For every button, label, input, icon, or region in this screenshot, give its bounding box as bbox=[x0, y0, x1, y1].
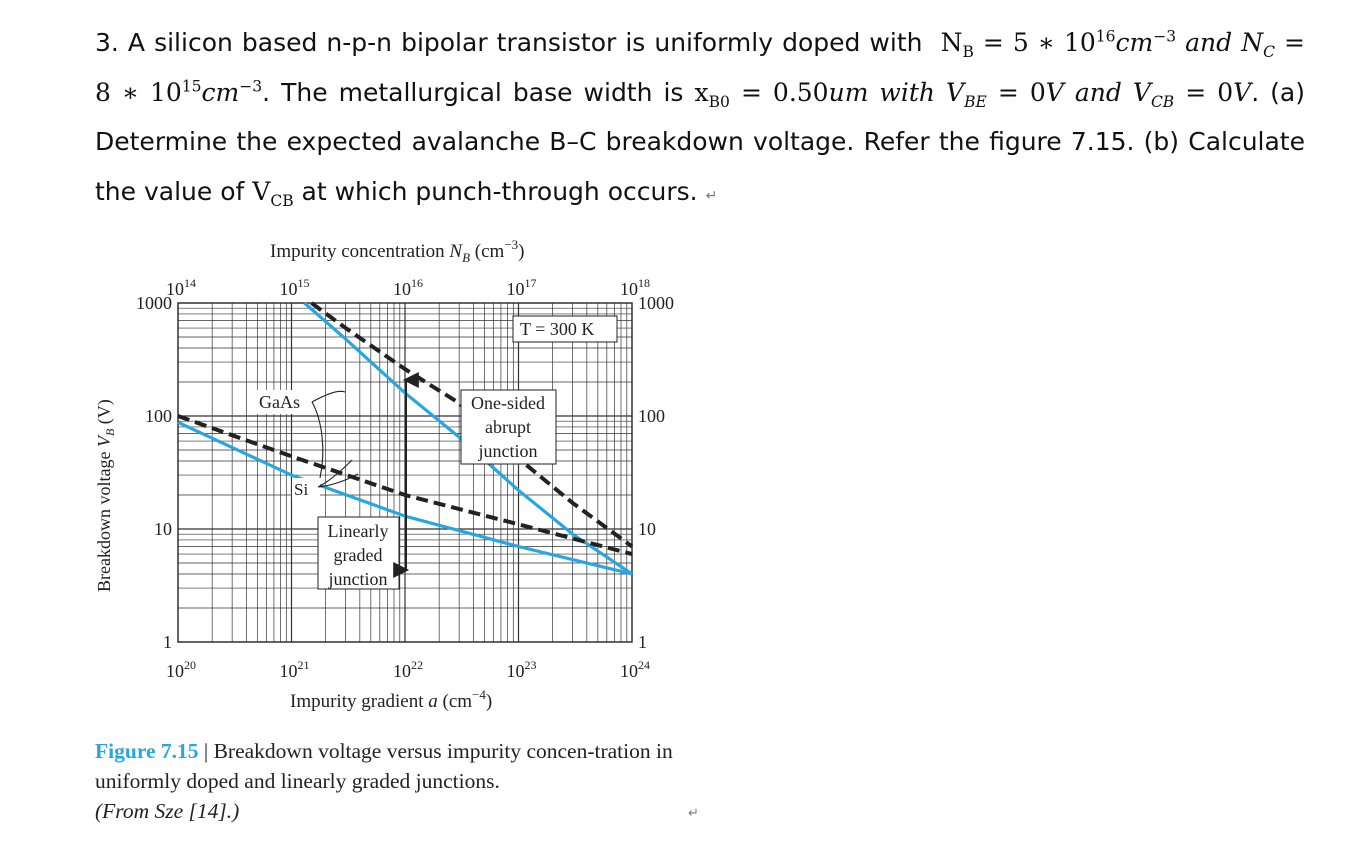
top-tick-label: $10^{16}$ bbox=[393, 276, 423, 299]
graded-label-line3: junction bbox=[328, 569, 388, 589]
bottom-tick-label: $10^{23}$ bbox=[506, 658, 537, 681]
paragraph-mark: ↵ bbox=[688, 806, 699, 821]
abrupt-label-line3: junction bbox=[478, 441, 538, 461]
top-tick-label: $10^{18}$ bbox=[620, 276, 650, 299]
bottom-tick-label: $10^{20}$ bbox=[166, 658, 196, 681]
y-tick-label-left: 100 bbox=[145, 406, 172, 426]
graded-label-line1: Linearly bbox=[327, 521, 389, 541]
paragraph-mark: ↵ bbox=[705, 187, 718, 204]
top-tick-label: $10^{14}$ bbox=[166, 276, 196, 299]
caption-source: (From Sze [14].) bbox=[95, 799, 240, 823]
temperature-label: T = 300 K bbox=[520, 319, 595, 339]
y-tick-label-left: 10 bbox=[154, 519, 172, 539]
y-tick-label-right: 100 bbox=[638, 406, 665, 426]
caption-text: Breakdown voltage versus impurity concen-tration in uniformly doped and linearly graded junctions. bbox=[95, 739, 673, 793]
figure-number: Figure 7.15 bbox=[95, 739, 199, 763]
y-tick-label-left: 1 bbox=[163, 632, 172, 652]
bottom-tick-label: $10^{22}$ bbox=[393, 658, 423, 681]
y-tick-label-right: 1000 bbox=[638, 293, 674, 313]
y-tick-label-right: 1 bbox=[638, 632, 647, 652]
top-tick-label: $10^{17}$ bbox=[506, 276, 537, 299]
figure-caption: Figure 7.15 | Breakdown voltage versus impurity concen-tration in uniformly doped and linearly graded junctions. (From Sze [14].) bbox=[95, 739, 673, 823]
top-axis-label: Impurity concentration $N_B$ $(cm^{-3})$ bbox=[270, 237, 525, 265]
problem-statement: 3. A silicon based n-p-n bipolar transistor is uniformly doped with $N_B = 5$ ∗ $10^{16}cm^{-3}$ and $N_C = 8$ ∗ $10^{15}cm^{-3}$. The metallurgical base width is $x_{B0} = 0.50um$ with $V_{BE} = 0V$ and $V_{CB} = 0V$. (a) Determine the expected avalanche B–C breakdown voltage. Refer the figure 7.15. (b) Calculate the value of $V_{CB}$ at which punch-through occurs. ↵ bbox=[95, 27, 1305, 210]
y-axis-label: Breakdown voltage $V_B$ (V) bbox=[94, 399, 117, 592]
abrupt-label-line2: abrupt bbox=[485, 417, 531, 437]
bottom-axis-label: Impurity gradient a $(cm^{-4})$ bbox=[290, 687, 493, 712]
gaas-label: GaAs bbox=[259, 392, 300, 412]
graded-label-line2: graded bbox=[333, 545, 383, 565]
bottom-tick-label: $10^{21}$ bbox=[279, 658, 310, 681]
problem-number: 3. bbox=[95, 28, 119, 57]
abrupt-label-line1: One-sided bbox=[471, 393, 545, 413]
si-label: Si bbox=[294, 480, 309, 499]
y-tick-label-right: 10 bbox=[638, 519, 656, 539]
top-tick-label: $10^{15}$ bbox=[279, 276, 310, 299]
bottom-tick-label: $10^{24}$ bbox=[620, 658, 650, 681]
si-leader bbox=[318, 460, 358, 487]
y-tick-label-left: 1000 bbox=[136, 293, 172, 313]
